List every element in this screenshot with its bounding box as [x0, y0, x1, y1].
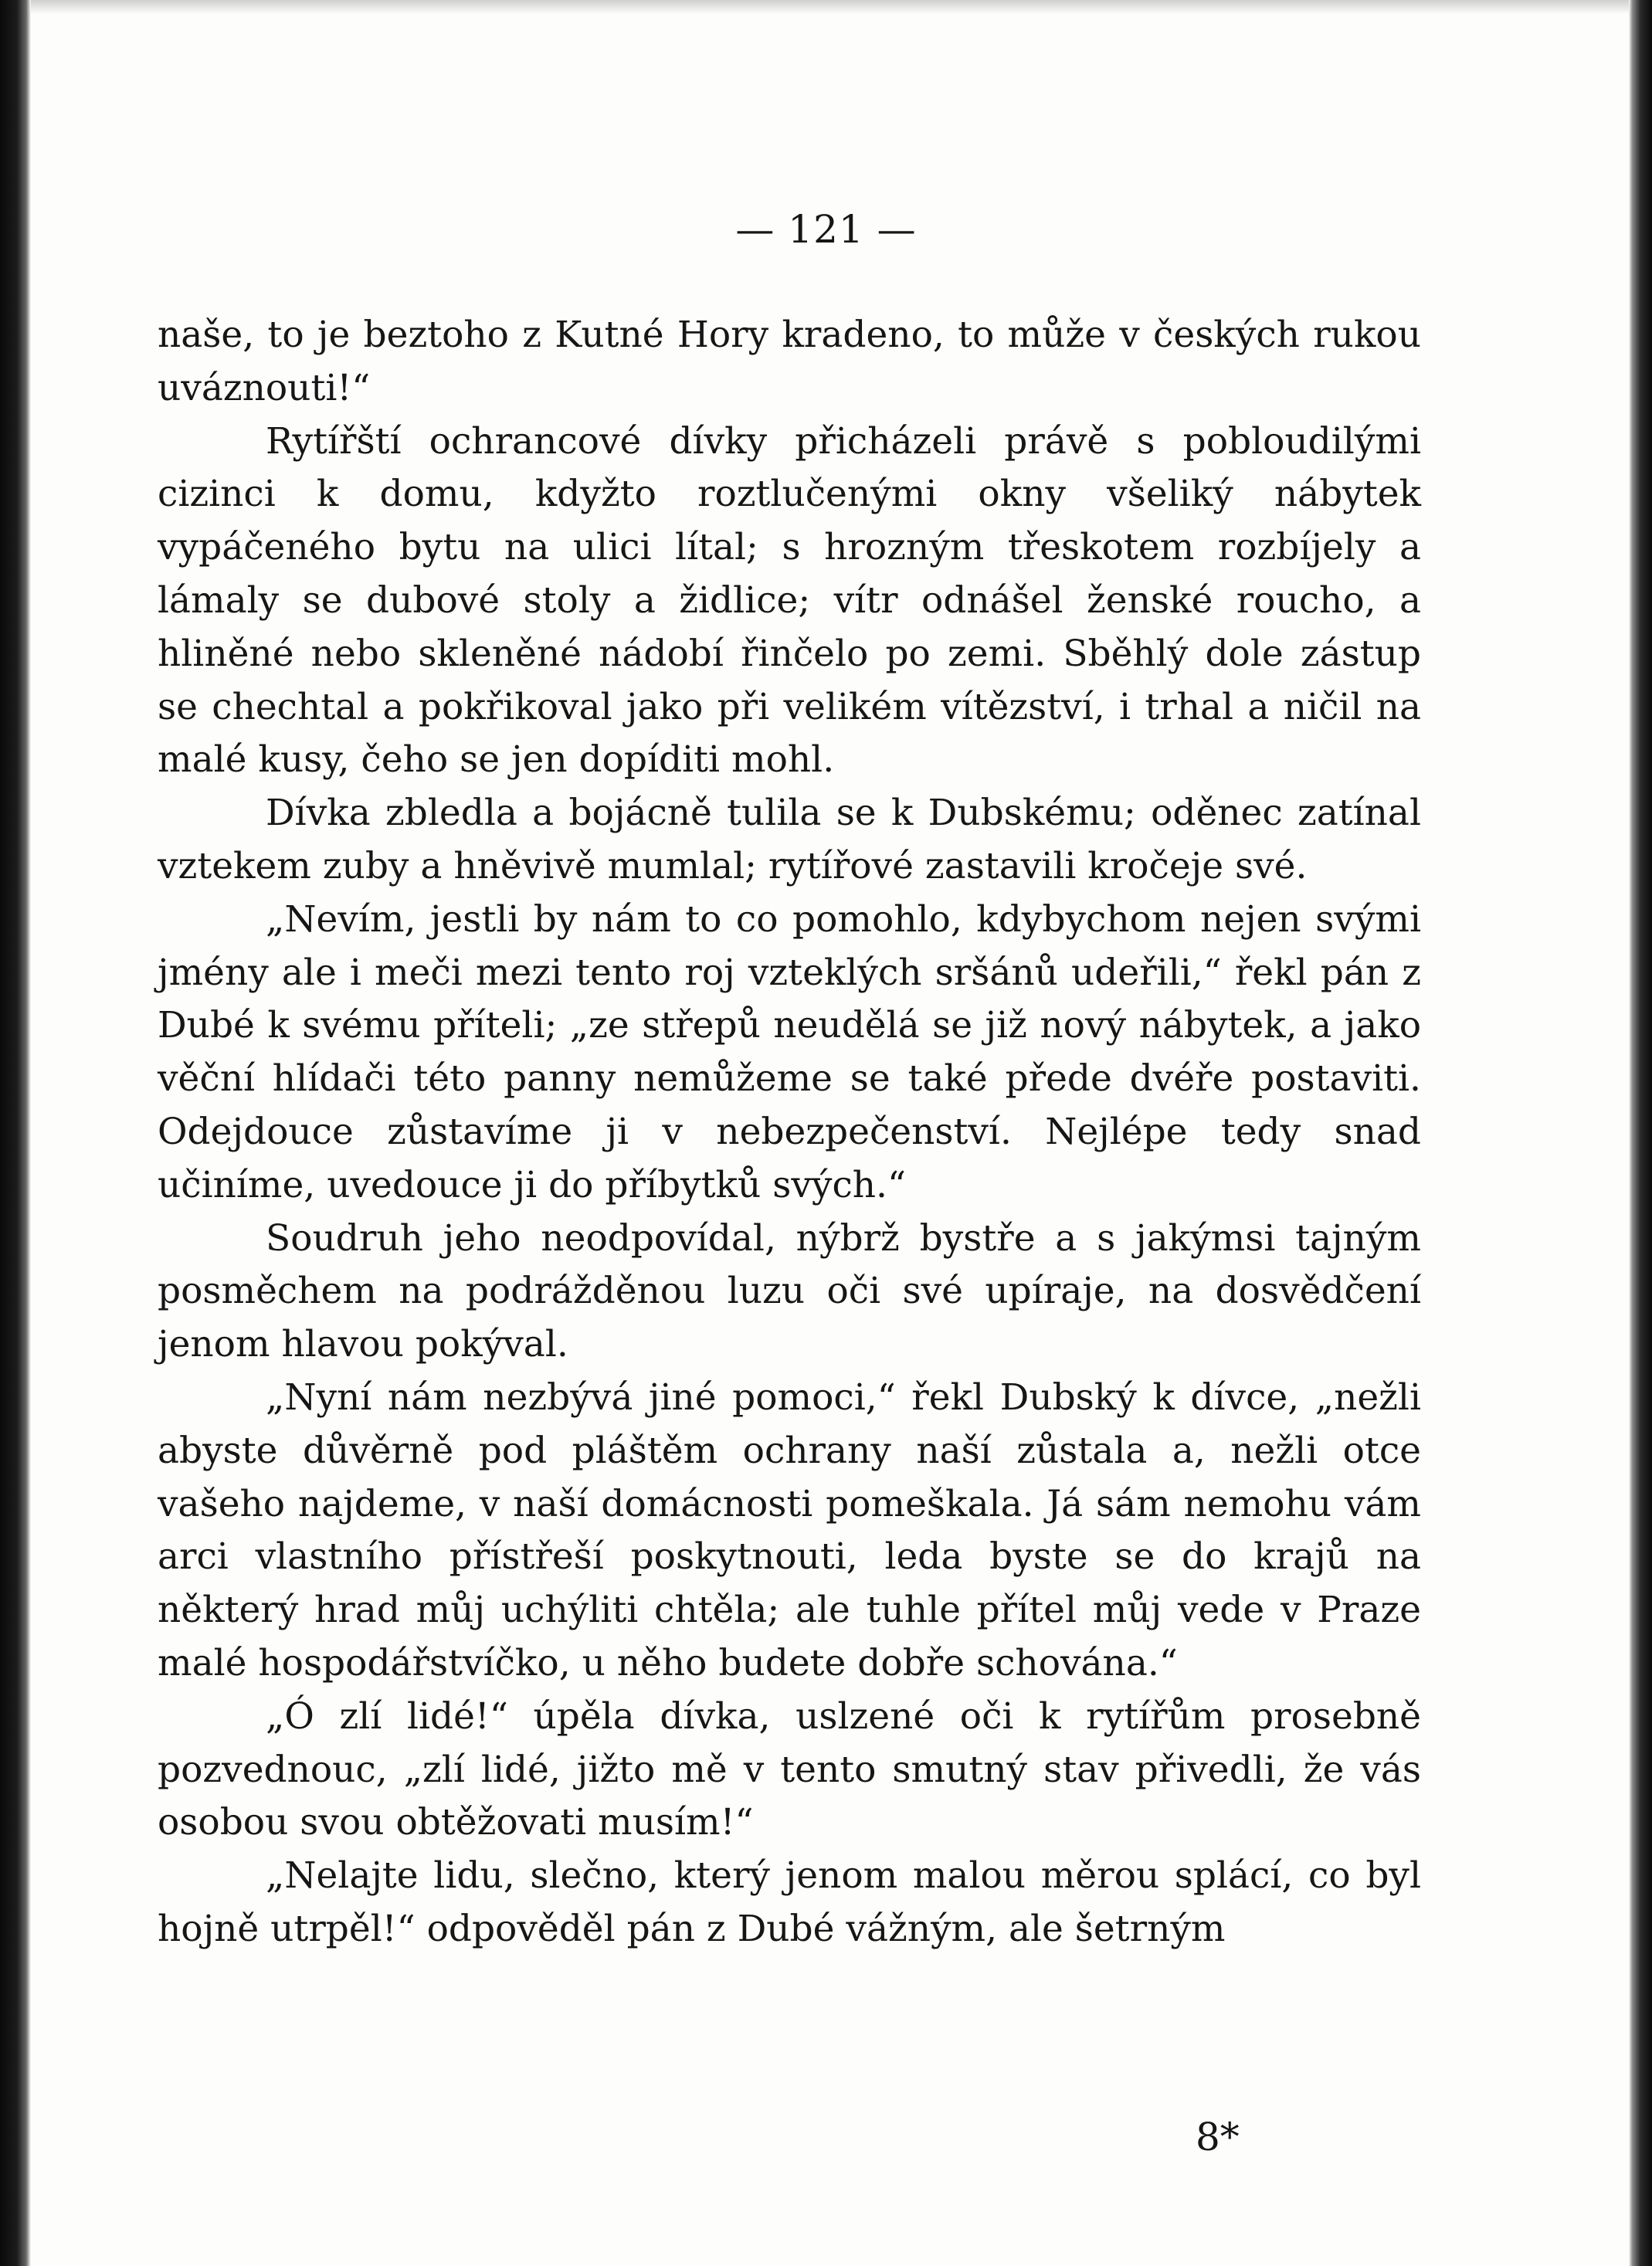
page-number: — 121 —: [735, 207, 917, 252]
paragraph: Rytířští ochrancové dívky přicházeli právě s pobloudilými cizinci k domu, kdyžto roztlučenými okny všeliký nábytek vypáčeného bytu na ulici lítal; s hrozným třeskotem rozbíjely a lámaly se dubové stoly a židlice; vítr odnášel ženské roucho, a hliněné nebo skleněné nádobí řinčelo po zemi. Sběhlý dole zástup se chechtal a pokřikoval jako při velikém vítězství, i trhal a ničil na malé kusy, čeho se jen dopíditi mohl.: [158, 419, 1421, 782]
paragraph: Dívka zbledla a bojácně tulila se k Dubskému; oděnec zatínal vztekem zuby a hněvivě mumlal; rytířové zastavili kročeje své.: [158, 792, 1421, 887]
paragraph: Soudruh jeho neodpovídal, nýbrž bystře a s jakýmsi tajným posměchem na podrážděnou luzu oči své upíraje, na dosvědčení jenom hlavou pokýval.: [158, 1216, 1421, 1366]
body-text: [158, 309, 1421, 1956]
paragraph: „Nelajte lidu, slečno, který jenom malou měrou splácí, co byl hojně utrpěl!“ odpověděl pán z Dubé vážným, ale šetrným: [158, 1854, 1421, 1950]
paragraph: naše, to je beztoho z Kutné Hory kradeno, to může v českých rukou uváznouti!“: [158, 314, 1421, 409]
paragraph: „Nyní nám nezbývá jiné pomoci,“ řekl Dubský k dívce, „nežli abyste důvěrně pod pláštěm ochrany naší zůstala a, nežli otce vašeho najdeme, v naší domácnosti pomeškala. Já sám nemohu vám arci vlastního přístřeší poskytnouti, leda byste se do krajů na některý hrad můj uchýliti chtěla; ale tuhle přítel můj vede v Praze malé hospodářstvíčko, u něho budete dobře schována.“: [158, 1376, 1421, 1684]
signature-mark: 8*: [1196, 2115, 1240, 2159]
page-right-edge: [1629, 0, 1652, 2266]
paragraph: „Ó zlí lidé!“ úpěla dívka, uslzené oči k rytířům prosebně pozvednouc, „zlí lidé, jižto mě v tento smutný stav přivedli, že vás osobou svou obtěžovati musím!“: [158, 1694, 1421, 1844]
page-top-shadow: [0, 0, 1652, 14]
paragraph: „Nevím, jestli by nám to co pomohlo, kdybychom nejen svými jmény ale i meči mezi tento roj vzteklých sršánů udeřili,“ řekl pán z Dubé k svému příteli; „ze střepů neudělá se již nový nábytek, a jako věční hlídači této panny nemůžeme se také přede dvéře postaviti. Odejdouce zůstavíme ji v nebezpečenství. Nejlépe tedy snad učiníme, uvedouce ji do příbytků svých.“: [158, 897, 1421, 1206]
page-left-edge: [0, 0, 31, 2266]
